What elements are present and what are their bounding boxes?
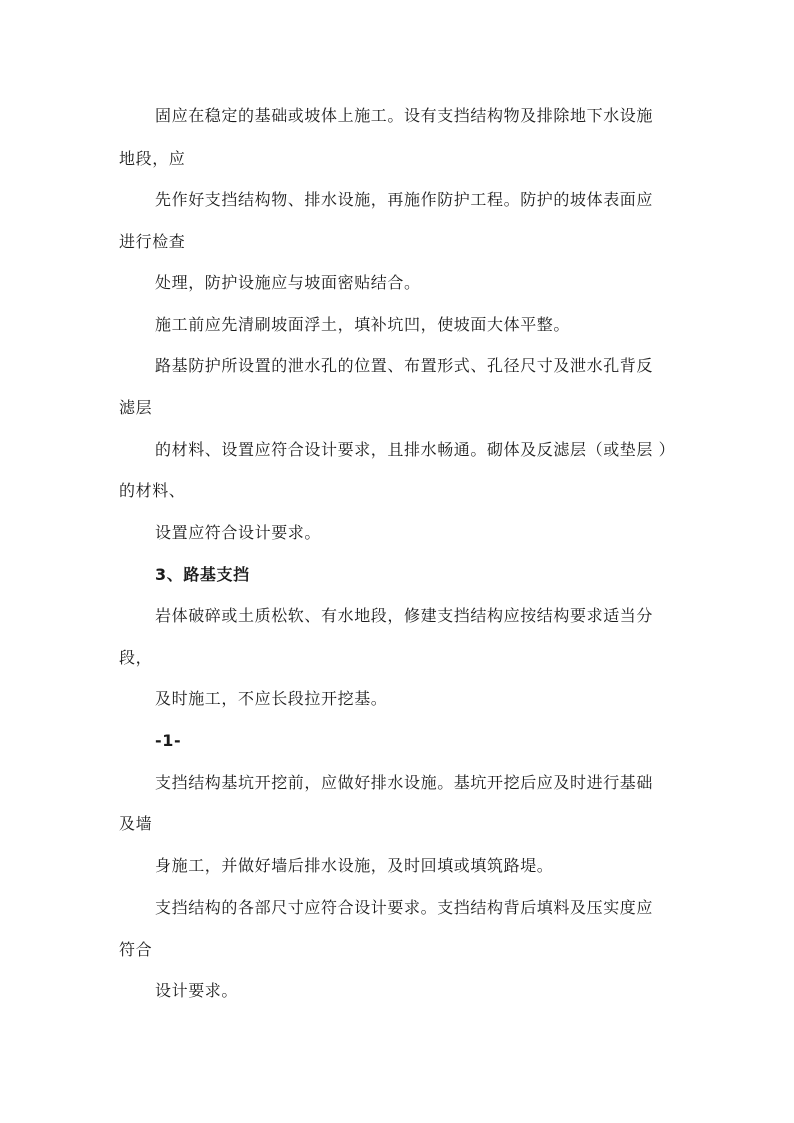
page-number: -1- [155, 731, 182, 750]
text-line: 处理，防护设施应与坡面密贴结合。 [155, 273, 421, 292]
text-line: 的材料、 [119, 481, 186, 500]
text-line: 滤层 [119, 398, 153, 417]
text-line: 设计要求。 [155, 981, 239, 1000]
text-line: 地段，应 [119, 149, 186, 168]
text-line: 的材料、设置应符合设计要求，且排水畅通。砌体及反滤层（或垫层 ） [155, 440, 676, 459]
text-line: 符合 [119, 940, 153, 959]
text-line: 施工前应先清刷坡面浮土，填补坑凹，使坡面大体平整。 [155, 315, 571, 334]
text-line: 路基防护所设置的泄水孔的位置、布置形式、孔径尺寸及泄水孔背反 [155, 356, 654, 375]
text-line: 及墙 [119, 814, 153, 833]
text-line: 固应在稳定的基础或坡体上施工。设有支挡结构物及排除地下水设施 [155, 106, 654, 125]
text-line: 身施工，并做好墙后排水设施，及时回填或填筑路堤。 [155, 856, 554, 875]
text-line: 进行检查 [119, 232, 186, 251]
text-line: 先作好支挡结构物、排水设施，再施作防护工程。防护的坡体表面应 [155, 190, 654, 209]
text-line: 及时施工，不应长段拉开挖基。 [155, 689, 388, 708]
section-heading: 3、路基支挡 [155, 565, 250, 584]
text-line: 支挡结构的各部尺寸应符合设计要求。支挡结构背后填料及压实度应 [155, 898, 654, 917]
text-line: 支挡结构基坑开挖前，应做好排水设施。基坑开挖后应及时进行基础 [155, 773, 654, 792]
text-line: 岩体破碎或土质松软、有水地段，修建支挡结构应按结构要求适当分 [155, 606, 654, 625]
text-line: 段， [119, 648, 153, 667]
text-line: 设置应符合设计要求。 [155, 523, 322, 542]
